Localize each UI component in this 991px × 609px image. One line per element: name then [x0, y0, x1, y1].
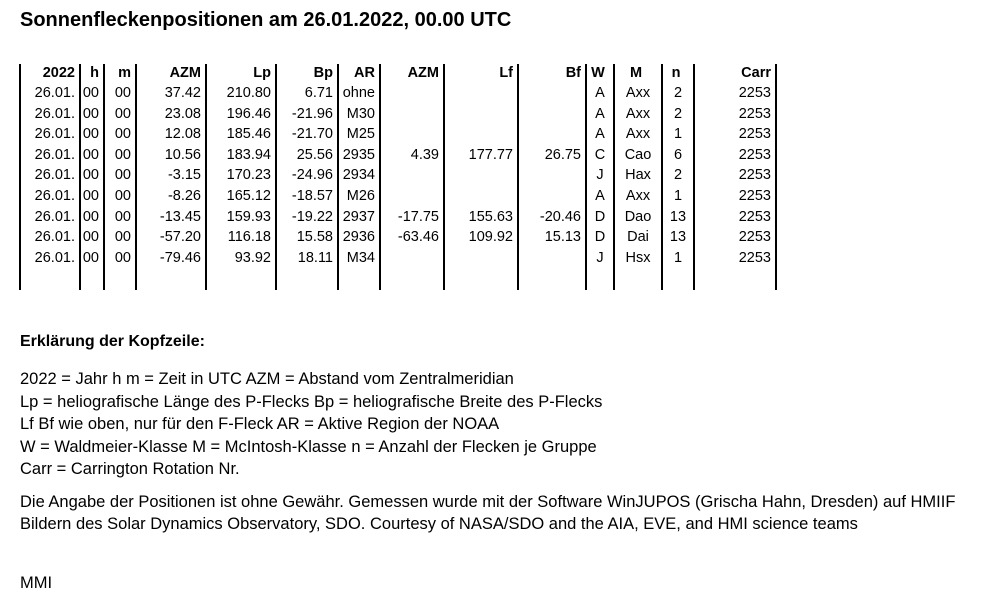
col-header-bp: Bp [276, 64, 338, 83]
cell-hour: 00 [80, 207, 104, 228]
cell-waldmeier: A [586, 83, 614, 104]
cell-date: 26.01. [20, 186, 80, 207]
cell-count: 1 [662, 186, 694, 207]
cell-lf [444, 248, 518, 269]
spacer-cell [20, 268, 80, 290]
cell-date: 26.01. [20, 83, 80, 104]
cell-count: 1 [662, 248, 694, 269]
cell-bp: 15.58 [276, 227, 338, 248]
cell-bf [518, 104, 586, 125]
table-body [20, 83, 776, 290]
col-header-bf: Bf [518, 64, 586, 83]
cell-mcintosh: Axx [614, 83, 662, 104]
disclaimer-text: Die Angabe der Positionen ist ohne Gewähr. Gemessen wurde mit der Software WinJUPOS (Grischa Hahn, Dresden) auf HMIIF Bildern des Solar Dynamics Observatory, SDO. Courtesy of NASA/SDO and the AIA, EVE, and HMI science teams [20, 493, 956, 533]
col-header-lp: Lp [206, 64, 276, 83]
cell-lf: 177.77 [444, 145, 518, 166]
col-header-ar: AR [338, 64, 380, 83]
cell-hour: 00 [80, 145, 104, 166]
cell-azm-f [380, 124, 444, 145]
cell-hour: 00 [80, 83, 104, 104]
cell-count: 13 [662, 227, 694, 248]
cell-minute: 00 [104, 227, 136, 248]
cell-lf [444, 104, 518, 125]
cell-mcintosh: Axx [614, 104, 662, 125]
cell-count: 13 [662, 207, 694, 228]
spacer-cell [206, 268, 276, 290]
table-row [20, 104, 776, 125]
cell-ar: 2936 [338, 227, 380, 248]
spacer-cell [104, 268, 136, 290]
cell-azm-f [380, 186, 444, 207]
cell-ar: M25 [338, 124, 380, 145]
cell-date: 26.01. [20, 165, 80, 186]
explanation-line: Lp = heliografische Länge des P-Flecks Bp = heliografische Breite des P-Flecks [20, 392, 603, 411]
cell-bp: -24.96 [276, 165, 338, 186]
col-header-hour: h [80, 64, 104, 83]
cell-minute: 00 [104, 248, 136, 269]
cell-carrington: 2253 [694, 186, 776, 207]
cell-bf: 15.13 [518, 227, 586, 248]
cell-lp: 93.92 [206, 248, 276, 269]
col-header-minute: m [104, 64, 136, 83]
spacer-cell [614, 268, 662, 290]
cell-ar: 2935 [338, 145, 380, 166]
explanation-line: Carr = Carrington Rotation Nr. [20, 460, 240, 479]
cell-ar: 2937 [338, 207, 380, 228]
cell-mcintosh: Hax [614, 165, 662, 186]
cell-bf [518, 83, 586, 104]
table-row [20, 248, 776, 269]
cell-carrington: 2253 [694, 83, 776, 104]
cell-azm-f: -17.75 [380, 207, 444, 228]
col-header-carr: Carr [694, 64, 776, 83]
cell-minute: 00 [104, 165, 136, 186]
spacer-cell [694, 268, 776, 290]
cell-lp: 170.23 [206, 165, 276, 186]
cell-bp: 18.11 [276, 248, 338, 269]
cell-lp: 116.18 [206, 227, 276, 248]
cell-minute: 00 [104, 207, 136, 228]
cell-minute: 00 [104, 124, 136, 145]
cell-azm-p: -13.45 [136, 207, 206, 228]
cell-lf: 109.92 [444, 227, 518, 248]
spacer-cell [586, 268, 614, 290]
cell-hour: 00 [80, 186, 104, 207]
cell-bf: 26.75 [518, 145, 586, 166]
col-header-lf: Lf [444, 64, 518, 83]
cell-ar: M34 [338, 248, 380, 269]
spacer-cell [136, 268, 206, 290]
table-row [20, 83, 776, 104]
spacer-cell [338, 268, 380, 290]
cell-ar: M30 [338, 104, 380, 125]
cell-count: 2 [662, 83, 694, 104]
spacer-cell [662, 268, 694, 290]
table-row [20, 207, 776, 228]
cell-hour: 00 [80, 248, 104, 269]
table-header-row [20, 64, 776, 83]
cell-waldmeier: A [586, 186, 614, 207]
cell-date: 26.01. [20, 248, 80, 269]
cell-ar: ohne [338, 83, 380, 104]
cell-azm-f [380, 104, 444, 125]
cell-azm-f [380, 165, 444, 186]
cell-lf [444, 83, 518, 104]
cell-lp: 159.93 [206, 207, 276, 228]
cell-minute: 00 [104, 186, 136, 207]
col-header-w: W [586, 64, 614, 83]
explanation-heading: Erklärung der Kopfzeile: [20, 333, 205, 350]
cell-minute: 00 [104, 145, 136, 166]
cell-azm-f: 4.39 [380, 145, 444, 166]
cell-bp: -21.96 [276, 104, 338, 125]
cell-azm-f [380, 83, 444, 104]
cell-count: 2 [662, 165, 694, 186]
spacer-cell [80, 268, 104, 290]
sunspot-table-container [19, 64, 777, 290]
cell-mcintosh: Axx [614, 124, 662, 145]
spacer-cell [380, 268, 444, 290]
cell-waldmeier: A [586, 124, 614, 145]
table-row [20, 186, 776, 207]
cell-waldmeier: C [586, 145, 614, 166]
cell-date: 26.01. [20, 124, 80, 145]
cell-azm-p: -8.26 [136, 186, 206, 207]
cell-azm-p: 23.08 [136, 104, 206, 125]
cell-bp: -19.22 [276, 207, 338, 228]
cell-hour: 00 [80, 124, 104, 145]
explanation-list [20, 368, 602, 481]
cell-carrington: 2253 [694, 227, 776, 248]
explanation-line: 2022 = Jahr h m = Zeit in UTC AZM = Abstand vom Zentralmeridian [20, 370, 514, 388]
cell-azm-p: -79.46 [136, 248, 206, 269]
spacer-cell [444, 268, 518, 290]
cell-hour: 00 [80, 165, 104, 186]
cell-carrington: 2253 [694, 104, 776, 125]
spacer-cell [518, 268, 586, 290]
cell-waldmeier: J [586, 248, 614, 269]
table-row [20, 165, 776, 186]
col-header-n: n [662, 64, 694, 83]
cell-bp: -18.57 [276, 186, 338, 207]
cell-azm-f [380, 248, 444, 269]
cell-bf [518, 248, 586, 269]
cell-bp: 6.71 [276, 83, 338, 104]
cell-azm-p: -57.20 [136, 227, 206, 248]
cell-mcintosh: Axx [614, 186, 662, 207]
cell-waldmeier: J [586, 165, 614, 186]
table-row [20, 124, 776, 145]
cell-count: 2 [662, 104, 694, 125]
cell-lf [444, 165, 518, 186]
page-title: Sonnenfleckenpositionen am 26.01.2022, 00.00 UTC [20, 9, 512, 31]
cell-azm-p: 12.08 [136, 124, 206, 145]
cell-bf [518, 165, 586, 186]
cell-bp: 25.56 [276, 145, 338, 166]
cell-ar: 2934 [338, 165, 380, 186]
cell-bp: -21.70 [276, 124, 338, 145]
table-spacer-row [20, 268, 776, 290]
col-header-m: M [614, 64, 662, 83]
explanation-line: Lf Bf wie oben, nur für den F-Fleck AR = Aktive Region der NOAA [20, 415, 500, 434]
cell-minute: 00 [104, 104, 136, 125]
spacer-cell [276, 268, 338, 290]
cell-carrington: 2253 [694, 165, 776, 186]
cell-bf: -20.46 [518, 207, 586, 228]
cell-date: 26.01. [20, 207, 80, 228]
cell-lp: 210.80 [206, 83, 276, 104]
cell-lp: 183.94 [206, 145, 276, 166]
cell-mcintosh: Dai [614, 227, 662, 248]
explanation-line: W = Waldmeier-Klasse M = McIntosh-Klasse n = Anzahl der Flecken je Gruppe [20, 437, 597, 456]
cell-lp: 196.46 [206, 104, 276, 125]
col-header-year: 2022 [20, 64, 80, 83]
cell-minute: 00 [104, 83, 136, 104]
cell-lf: 155.63 [444, 207, 518, 228]
cell-mcintosh: Cao [614, 145, 662, 166]
table-row [20, 227, 776, 248]
col-header-azm-f: AZM [380, 64, 444, 83]
cell-date: 26.01. [20, 145, 80, 166]
cell-lp: 165.12 [206, 186, 276, 207]
cell-azm-p: -3.15 [136, 165, 206, 186]
cell-carrington: 2253 [694, 207, 776, 228]
cell-bf [518, 124, 586, 145]
sunspot-table [19, 64, 777, 290]
cell-mcintosh: Hsx [614, 248, 662, 269]
cell-count: 1 [662, 124, 694, 145]
table-row [20, 145, 776, 166]
cell-count: 6 [662, 145, 694, 166]
cell-hour: 00 [80, 227, 104, 248]
cell-date: 26.01. [20, 227, 80, 248]
author-signature: MMI [20, 574, 53, 592]
cell-waldmeier: A [586, 104, 614, 125]
col-header-azm-p: AZM [136, 64, 206, 83]
cell-waldmeier: D [586, 227, 614, 248]
cell-azm-f: -63.46 [380, 227, 444, 248]
cell-bf [518, 186, 586, 207]
cell-carrington: 2253 [694, 124, 776, 145]
cell-date: 26.01. [20, 104, 80, 125]
cell-azm-p: 37.42 [136, 83, 206, 104]
cell-hour: 00 [80, 104, 104, 125]
cell-mcintosh: Dao [614, 207, 662, 228]
cell-carrington: 2253 [694, 145, 776, 166]
cell-ar: M26 [338, 186, 380, 207]
cell-lf [444, 124, 518, 145]
cell-waldmeier: D [586, 207, 614, 228]
cell-carrington: 2253 [694, 248, 776, 269]
cell-azm-p: 10.56 [136, 145, 206, 166]
cell-lp: 185.46 [206, 124, 276, 145]
cell-lf [444, 186, 518, 207]
